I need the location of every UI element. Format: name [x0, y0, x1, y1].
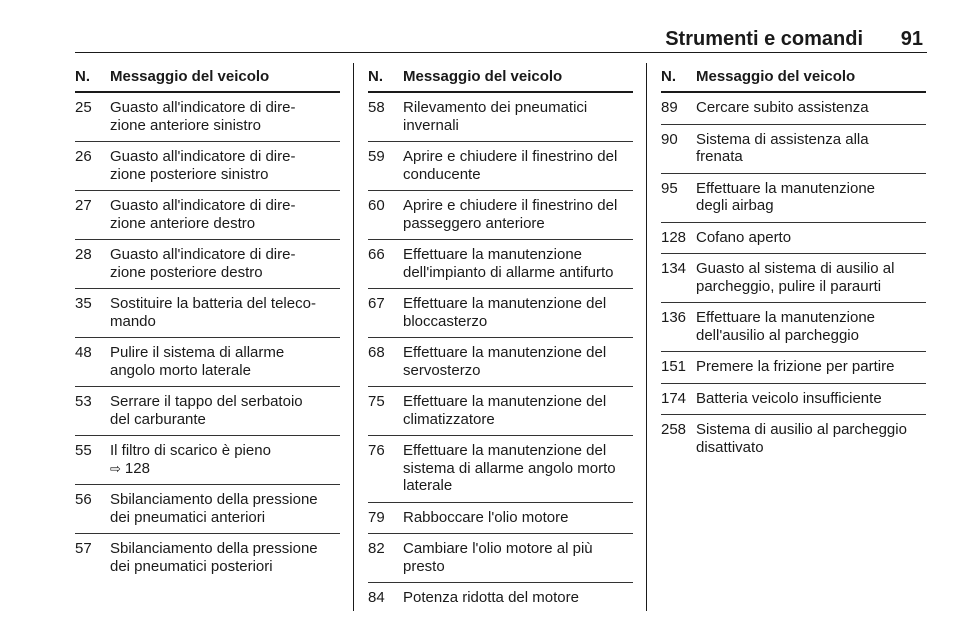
- message-line: sistema di allarme angolo morto: [403, 459, 616, 477]
- message-number: 95: [661, 179, 678, 197]
- message-line: Guasto al sistema di ausilio al: [696, 260, 895, 277]
- table-row: [368, 387, 633, 436]
- message-number: 35: [75, 295, 92, 312]
- message-line: Serrare il tappo del serbatoio: [110, 393, 303, 410]
- message-line: Effettuare la manutenzione: [696, 179, 876, 197]
- table-row: [75, 436, 340, 485]
- message-text: [110, 295, 340, 330]
- message-text: [403, 246, 633, 281]
- page-reference-number: 128: [124, 459, 150, 477]
- message-number: 26: [75, 148, 92, 165]
- message-table-col-3: [661, 63, 926, 463]
- table-row: [661, 352, 926, 384]
- message-number: 90: [661, 130, 678, 148]
- message-line: Effettuare la manutenzione: [696, 309, 876, 326]
- message-line: Guasto all'indicatore di dire-: [110, 246, 296, 263]
- message-line: Sostituire la batteria del teleco-: [110, 295, 316, 312]
- message-number: 136: [661, 309, 687, 326]
- message-number: 59: [368, 148, 385, 165]
- message-line: frenata: [696, 148, 743, 165]
- message-line: Guasto all'indicatore di dire-: [110, 99, 296, 116]
- message-number: 27: [75, 197, 92, 214]
- table-row: [661, 384, 926, 416]
- message-text: [110, 197, 340, 232]
- message-line: passeggero anteriore: [403, 214, 545, 232]
- message-number: 128: [661, 228, 687, 246]
- number-header: N.: [75, 68, 90, 85]
- message-line: Guasto all'indicatore di dire-: [110, 148, 296, 165]
- message-line: del carburante: [110, 410, 206, 428]
- message-line: angolo morto laterale: [110, 361, 251, 379]
- table-row: [661, 254, 926, 303]
- table-row: [368, 436, 633, 503]
- message-text: [403, 148, 633, 183]
- message-text: [696, 180, 926, 215]
- table-row: [368, 240, 633, 289]
- message-number: 58: [368, 99, 385, 116]
- number-header: N.: [661, 68, 676, 85]
- table-row: [75, 485, 340, 534]
- table-row: [368, 338, 633, 387]
- message-number: 56: [75, 491, 92, 508]
- message-line: Effettuare la manutenzione del: [403, 393, 607, 410]
- message-line: mando: [110, 312, 156, 330]
- message-line: Aprire e chiudere il finestrino del: [403, 148, 618, 165]
- table-header: [368, 63, 633, 93]
- message-line: Potenza ridotta del motore: [403, 589, 579, 606]
- message-text: [110, 148, 340, 183]
- message-number: 258: [661, 421, 687, 438]
- table-body: [368, 93, 633, 614]
- message-line: Pulire il sistema di allarme: [110, 344, 285, 361]
- table-header: [75, 63, 340, 93]
- message-table-col-1: [75, 63, 340, 582]
- table-row: [368, 191, 633, 240]
- message-text: [696, 229, 926, 247]
- message-line: Aprire e chiudere il finestrino del: [403, 197, 618, 214]
- message-line: Batteria veicolo insufficiente: [696, 389, 882, 407]
- message-text: [403, 540, 633, 575]
- message-line: presto: [403, 557, 445, 575]
- table-row: [75, 142, 340, 191]
- table-row: [368, 503, 633, 535]
- table-row: [368, 93, 633, 142]
- table-row: [75, 93, 340, 142]
- message-text: [110, 99, 340, 134]
- message-number: 67: [368, 295, 385, 312]
- message-header: Messaggio del veicolo: [110, 68, 270, 85]
- message-number: 174: [661, 389, 687, 407]
- message-text: [110, 246, 340, 281]
- table-row: [75, 534, 340, 582]
- message-number: 84: [368, 589, 385, 606]
- page-header: [75, 26, 927, 53]
- message-text: [110, 491, 340, 526]
- column-divider: [646, 63, 647, 611]
- message-text: [110, 344, 340, 379]
- page-reference[interactable]: [110, 460, 340, 478]
- table-body: [661, 93, 926, 463]
- page-reference-icon: ⇨: [110, 460, 121, 476]
- message-text: [403, 589, 633, 607]
- message-text: [403, 344, 633, 379]
- message-text: [110, 540, 340, 575]
- table-row: [661, 415, 926, 463]
- message-line: climatizzatore: [403, 410, 495, 428]
- table-row: [368, 583, 633, 614]
- message-text: [403, 442, 633, 495]
- table-row: [661, 125, 926, 174]
- message-header: Messaggio del veicolo: [696, 68, 856, 85]
- message-number: 25: [75, 99, 92, 116]
- table-row: [661, 174, 926, 223]
- message-number: 57: [75, 540, 92, 557]
- message-text: [696, 260, 926, 295]
- message-number: 68: [368, 344, 385, 361]
- message-line: Sbilanciamento della pressione: [110, 491, 318, 508]
- section-title: Strumenti e comandi: [665, 28, 863, 50]
- message-number: 134: [661, 260, 687, 277]
- message-header: Messaggio del veicolo: [403, 68, 563, 85]
- message-text: [696, 358, 926, 376]
- message-line: dell'ausilio al parcheggio: [696, 326, 859, 344]
- message-number: 151: [661, 358, 687, 375]
- number-header: N.: [368, 68, 383, 85]
- message-line: dell'impianto di allarme antifurto: [403, 263, 614, 281]
- message-line: laterale: [403, 477, 453, 494]
- table-row: [368, 534, 633, 583]
- message-line: dei pneumatici posteriori: [110, 557, 273, 575]
- message-text: [403, 99, 633, 134]
- message-line: zione anteriore destro: [110, 214, 256, 232]
- message-number: 75: [368, 393, 385, 410]
- message-number: 60: [368, 197, 385, 214]
- message-line: Rilevamento dei pneumatici: [403, 99, 588, 116]
- table-row: [75, 338, 340, 387]
- message-number: 53: [75, 393, 92, 410]
- message-text: [696, 390, 926, 408]
- table-row: [661, 303, 926, 352]
- message-line: parcheggio, pulire il paraurti: [696, 277, 882, 295]
- table-row: [368, 142, 633, 191]
- message-line: zione posteriore destro: [110, 263, 263, 281]
- table-row: [75, 387, 340, 436]
- message-line: Rabboccare l'olio motore: [403, 508, 569, 526]
- message-line: Guasto all'indicatore di dire-: [110, 197, 296, 214]
- message-line: Effettuare la manutenzione del: [403, 442, 607, 459]
- message-number: 76: [368, 442, 385, 459]
- message-number: 28: [75, 246, 92, 263]
- table-row: [75, 289, 340, 338]
- message-number: 89: [661, 99, 678, 116]
- table-row: [75, 191, 340, 240]
- message-line: Premere la frizione per partire: [696, 358, 895, 375]
- table-body: [75, 93, 340, 582]
- message-line: invernali: [403, 116, 459, 134]
- table-row: [75, 240, 340, 289]
- table-header: [661, 63, 926, 93]
- message-line: Cercare subito assistenza: [696, 99, 869, 116]
- message-line: Sistema di assistenza alla: [696, 130, 869, 148]
- message-text: [696, 421, 926, 456]
- message-number: 82: [368, 540, 385, 557]
- message-line: Sistema di ausilio al parcheggio: [696, 421, 907, 438]
- message-line: servosterzo: [403, 361, 481, 379]
- message-text: [696, 131, 926, 166]
- message-text: [403, 197, 633, 232]
- table-row: [661, 223, 926, 255]
- message-line: Il filtro di scarico è pieno: [110, 442, 271, 459]
- message-line: dei pneumatici anteriori: [110, 508, 266, 526]
- message-number: 48: [75, 344, 92, 361]
- message-line: bloccasterzo: [403, 312, 488, 330]
- message-line: zione posteriore sinistro: [110, 165, 269, 183]
- message-line: Effettuare la manutenzione del: [403, 295, 607, 312]
- message-number: 79: [368, 508, 385, 526]
- table-row: [368, 289, 633, 338]
- message-line: Cofano aperto: [696, 228, 792, 246]
- message-text: [403, 295, 633, 330]
- message-line: conducente: [403, 165, 481, 183]
- message-line: Cambiare l'olio motore al più: [403, 540, 593, 557]
- page-number: 91: [900, 28, 923, 50]
- message-line: Sbilanciamento della pressione: [110, 540, 318, 557]
- column-divider: [353, 63, 354, 611]
- message-line: degli airbag: [696, 197, 774, 214]
- message-table-col-2: [368, 63, 633, 614]
- message-number: 55: [75, 442, 92, 459]
- message-text: [696, 309, 926, 344]
- message-line: Effettuare la manutenzione del: [403, 344, 607, 361]
- table-row: [661, 93, 926, 125]
- message-line: disattivato: [696, 438, 764, 456]
- message-text: [403, 509, 633, 527]
- message-text: [696, 99, 926, 117]
- message-line: zione anteriore sinistro: [110, 116, 261, 134]
- message-number: 66: [368, 246, 385, 263]
- message-text: [110, 442, 340, 477]
- message-text: [403, 393, 633, 428]
- message-text: [110, 393, 340, 428]
- message-line: Effettuare la manutenzione: [403, 246, 583, 263]
